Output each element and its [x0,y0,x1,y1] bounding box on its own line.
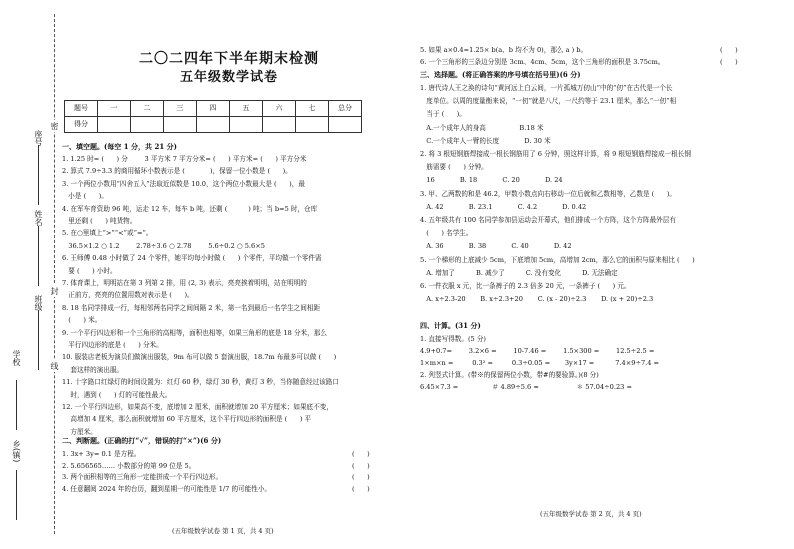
class-label: 班级 [34,295,43,311]
score-cell[interactable] [131,117,164,133]
question-line: 11. 十字路口红绿灯的时间设置为：红灯 60 秒，绿灯 30 秒，黄灯 3 秒，当你随意经过该路口 [62,378,339,387]
score-header-cell: 七 [296,101,329,117]
question-line: 小是 ( )。 [62,192,108,201]
answer-paren[interactable]: ( ) [352,484,370,493]
judge-item: 6. 一个三角形的三条边分别是 3cm、4cm、5cm，这个三角形的面积是 3.75cm。 [420,58,665,66]
township-label: 乡(镇) [12,440,21,463]
question-line: 平行四边形的底是 ( ) 分米。 [62,341,163,349]
choice-line: 3. 甲、乙两数的和是 46.2，甲数小数点向右移动一位后就和乙数相等，乙数是 ( )。 [420,189,676,198]
vertical-calc-intro: 2. 列竖式计算。(带※的保留两位小数，带#的要验算。)(8 分) [420,371,599,379]
question-line: 8. 18 名同学排成一行，每相邻两名同学之间间隔 2 米，第一名到最后一名学生之间相距 [62,303,321,312]
school-field[interactable] [16,380,17,430]
score-cell[interactable] [197,117,230,133]
choice-line: 1. 唐代诗人王之涣的诗句“黄河远上白云间，一片孤城万仞山”中的“仞”在古代是一个长 [420,84,673,92]
question-line: 4. 在军车育资助 96 吨，运走 12 车，每车 b 吨，还剩 ( ) 吨；当 b=5 时，仓库 [62,204,318,213]
seal-char: 封 [50,287,59,295]
score-cell[interactable] [296,117,329,133]
calc-row: 1×m×n = 0.3² = 0.3÷0.05 = 3y×17 = 7.4×9÷7.4 = [420,359,660,367]
seal-char: 密 [50,122,59,130]
question-line: 5. 在○里填上“>”“<”或“=”。 [62,229,153,238]
page-footer-left: (五年级数学试卷 第 1 页，共 4 页) [172,527,274,535]
section-calc-title: 四、计算。(31 分) [420,321,481,330]
question-line: 2. 算式 7.9÷3.3 的商用循环小数表示是 ( )，保留一位小数是 ( )。 [62,167,292,176]
question-line: 时，遇到 ( ) 灯的可能性最大。 [62,390,172,399]
answer-paren[interactable]: ( ) [352,461,370,470]
question-line: 6. 王师傅 0.48 小时做了 24 个零件，她平均每小时做 ( ) 个零件，平均做一个零件需 [62,254,322,263]
choice-line: A. 36 B. 38 C. 40 D. 42 [420,242,572,251]
vertical-calc-row: 6.45×7.3 = ＃ 4.89÷5.6 ≈ ＊ 57.04÷0.23 = [420,383,632,391]
name-field[interactable] [38,226,39,286]
question-line: 1. 1.25 时= ( ) 分 3 平方米 7 平方分米= ( ) 平方米= ( ) 平方分米 [62,155,307,163]
section-fill-in-title: 一、填空题。(每空 1 分，共 21 分) [62,142,177,151]
score-header-cell: 四 [197,101,230,117]
section-judge-title: 二、判断题。(正确的打“√”，错误的打“×”)(6 分) [62,436,222,445]
calc-row: 4.9+0.7= 3.2×6 = 10-7.46 = 1.5×300 = 12.5÷2.5 = [420,347,655,355]
school-label: 学校 [12,350,21,366]
question-line: 7. 体育课上，明明站在第 3 列第 2 排，用 (2, 3) 表示，亮亮挨着明明，站在明明的 [62,279,307,287]
score-header-cell: 六 [263,101,296,117]
question-line: ( ) 米。 [62,316,102,325]
page-footer-right: (五年级数学试卷 第 2 页，共 4 页) [540,510,642,518]
section-choice-title: 三、选择题。(将正确答案的序号填在括号里)(6 分) [420,70,581,79]
score-table [64,100,362,133]
choice-line: A.一个成年人的身高 B.18 米 [420,123,544,132]
score-header-cell: 三 [164,101,197,117]
score-header-cell: 总分 [329,101,362,117]
question-line: 里还剩 ( ) 吨货物。 [62,217,137,225]
answer-paren[interactable]: ( ) [352,473,370,481]
question-line: 10. 服装店老板为演员们做演出服装，9m 布可以做 5 套演出服，18.7m 布最多可以做 ( ) [62,353,337,362]
seal-line [54,14,55,534]
score-cell[interactable] [329,117,362,133]
answer-paren[interactable]: ( ) [720,58,738,66]
choice-line: 2. 将 3 根短钢筋焊接成一根长钢筋用了 6 分钟，照这样计算，将 9 根短钢筋焊接成一根长钢 [420,150,691,158]
judge-item: 3. 两个面积相等的三角形一定能拼成一个平行四边形。 [62,473,223,481]
choice-line: 度单位。以周的度量衡来说，“一仞”就是八尺，一尺约等于 23.1 厘米，那么“一仞”相 [420,97,677,106]
score-header-cell: 题号 [65,101,98,117]
class-field[interactable] [38,310,39,370]
answer-paren[interactable]: ( ) [352,450,370,458]
score-header-cell: 五 [230,101,263,117]
judge-item: 5. 如果 a×0.4=1.25× b(a、b 均不为 0)，那么 a ) b。 [420,46,588,54]
calc-intro: 1. 直接写得数。(5 分) [420,335,486,343]
question-line: 12. 一个平行四边形，如果高不变，底增加 2 厘米，面积就增加 20 平方厘米；如果底不变， [62,403,333,411]
judge-item: 1. 3x+ 3y= 0.1 是方程。 [62,450,141,458]
score-cell[interactable] [230,117,263,133]
choice-line: 6. 一件衣服 x 元，比一条裤子的 2.3 倍多 20 元，一条裤子 ( ) 元。 [420,282,631,290]
question-line: 方厘米。 [62,427,97,436]
seal-char: 线 [50,362,59,370]
question-line: 套这样的演出服。 [62,365,124,374]
question-line: 36.5×1.2 ○ 1.2 2.78÷3.6 ○ 2.78 5.6÷0.2 ○ 5.6×5 [62,241,265,250]
exam-subtitle: 五年级数学试卷 [179,70,278,85]
township-field[interactable] [16,470,17,520]
score-cell[interactable] [263,117,296,133]
seat-field[interactable] [38,145,39,205]
choice-line: 4. 五年级共有 100 名同学参加县运动会开幕式，他们排成一个方阵，这个方阵最外层有 [420,216,676,224]
question-line: 要 ( ) 小时。 [62,266,117,275]
exam-title: 二〇二四年下半年期末检测 [139,51,319,67]
choice-line: A. 42 B. 23.1 C. 4.2 D. 0.42 [420,202,587,211]
choice-line: 16 B. 18 C. 20 D. 24 [420,176,563,185]
question-line: 正前方，亮亮的位置用数对表示是 ( )。 [62,291,194,300]
judge-item: 4. 任意翻阅 2024 年的台历，翻到星期一的可能性是 1/7 的可能性小。 [62,484,272,493]
choice-line: 5. 一个梯形的上底减少 5cm，下底增加 5cm，高增加 2cm，那么它的面积与原来相比 ( ) [420,255,695,264]
choice-line: A. x÷2.3-20 B. x÷2.3+20 C. (x - 20)÷2.3 D. (x + 20)÷2.3 [420,295,654,304]
score-header-cell: 一 [98,101,131,117]
question-line: 3. 一个两位小数用“四舍五入”法取近似数是 10.0，这个两位小数最大是 ( )，最 [62,179,305,188]
choice-line: A. 增加了 B. 减少了 C. 没有变化 D. 无法确定 [420,268,618,277]
question-line: 高增加 4 厘米，那么面积就增加 60 平方厘米，这个平行四边形的面积是 ( ) 平 [62,415,312,424]
choice-line: ( ) 名学生。 [420,229,473,238]
name-label: 姓名 [34,210,43,226]
answer-paren[interactable]: ( ) [720,46,738,54]
choice-line: 当于 ( )。 [420,110,466,119]
judge-item: 2. 5.656565…… 小数部分的第 99 位是 5。 [62,461,196,470]
score-cell[interactable] [164,117,197,133]
choice-line: C.一个成年人一臂的长度 D. 30 米 [420,136,551,145]
score-header-cell: 二 [131,101,164,117]
question-line: 9. 一个平行四边形和一个三角形的高相等，面积也相等，如果三角形的底是 18 分米，那么 [62,328,327,337]
score-row-label: 得分 [65,117,98,133]
choice-line: 筋需要 ( ) 分钟。 [420,163,488,172]
seat-label: 座号 [34,130,43,146]
score-cell[interactable] [98,117,131,133]
